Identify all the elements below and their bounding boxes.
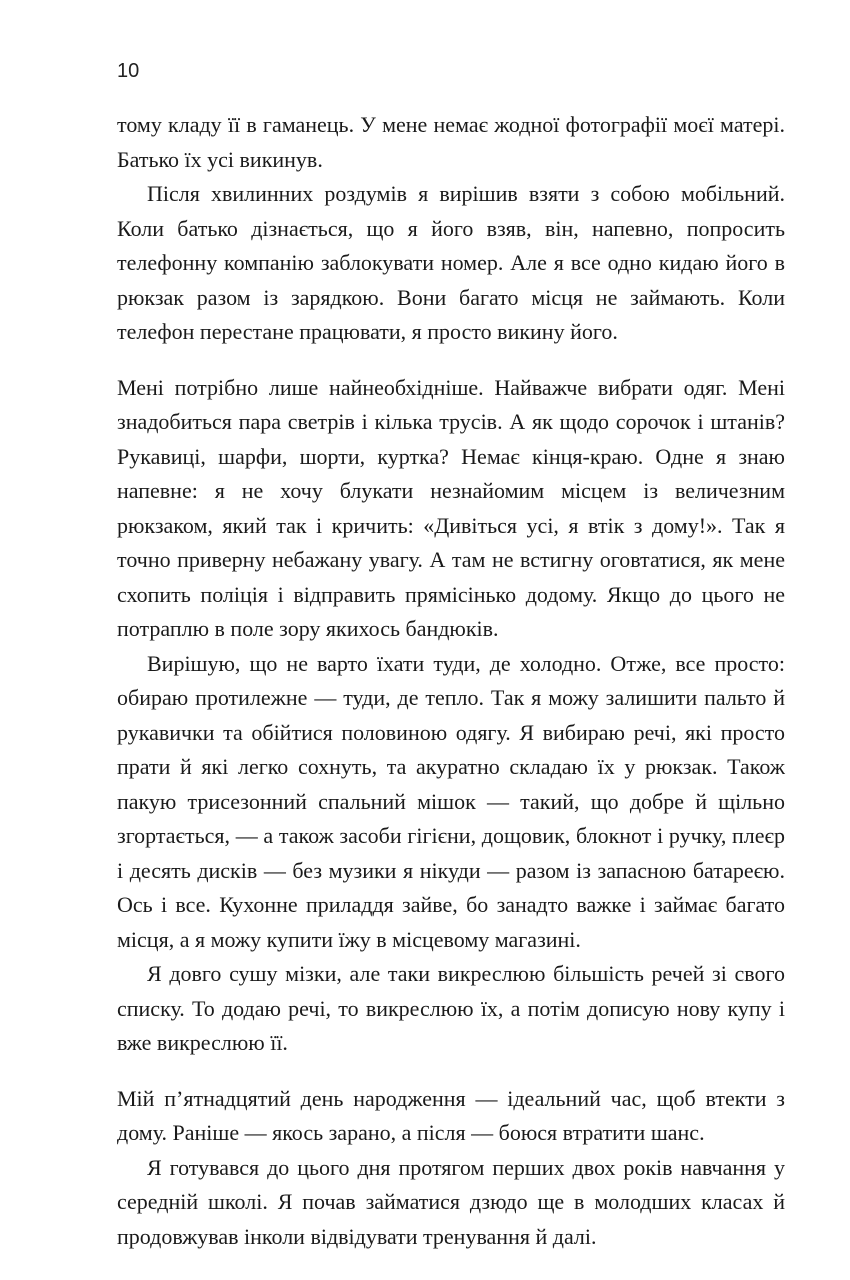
- paragraph-1: тому кладу її в гаманець. У мене немає жодної фотографії моєї матері. Батько їх усі викинув.: [117, 112, 785, 172]
- paragraph-3: Мені потрібно лише найнеобхідніше. Найважче вибрати одяг. Мені знадобиться пара светрів і кілька трусів. А як щодо сорочок і штанів? Рукавиці, шарфи, шорти, куртка? Немає кінця-краю. Одне я знаю напевне: я не хочу блукати незнайомим місцем із величезним рюкзаком, який так і кричить: «Дивіться усі, я втік з дому!». Так я точно приверну небажану увагу. А там не встигну оговтатися, як мене схопить поліція і відправить прямісінько додому. Якщо до цього не потраплю в поле зору якихось бандюків.: [117, 374, 785, 641]
- paragraph-7: Я готувався до цього дня протягом перших двох років навчання у середній школі. Я почав займатися дзюдо ще в молодших класах й продовжував інколи відвідувати тренування й далі.: [117, 1154, 785, 1249]
- paragraph-2: Після хвилинних роздумів я вирішив взяти з собою мобільний. Коли батько дізнається, що я його взяв, він, напевно, попросить телефонну компанію заблокувати номер. Але я все одно кидаю його в рюкзак разом із зарядкою. Вони багато місця не займають. Коли телефон перестане працювати, я просто викину його.: [117, 181, 785, 344]
- page-number: 10: [117, 60, 140, 82]
- page-body-text: [117, 108, 785, 1254]
- paragraph-6: Мій п’ятнадцятий день народження — ідеальний час, щоб втекти з дому. Раніше — якось зарано, а після — боюся втратити шанс.: [117, 1085, 785, 1145]
- paragraph-4: Вирішую, що не варто їхати туди, де холодно. Отже, все просто: обираю протилежне — туди, де тепло. Так я можу залишити пальто й рукавички та обійтися половиною одягу. Я вибираю речі, які просто прати й які легко сохнуть, та акуратно складаю їх у рюкзак. Також пакую трисезонний спальний мішок — такий, що добре й щільно згортається, — а також засоби гігієни, дощовик, блокнот і ручку, плеєр і десять дисків — без музики я нікуди — разом із запасною батареєю. Ось і все. Кухонне приладдя зайве, бо занадто важке і займає багато місця, а я можу купити їжу в місцевому магазині.: [117, 650, 785, 952]
- paragraph-5: Я довго сушу мізки, але таки викреслюю більшість речей зі свого списку. То додаю речі, то викреслюю їх, а потім дописую нову купу і вже викреслюю її.: [117, 961, 785, 1055]
